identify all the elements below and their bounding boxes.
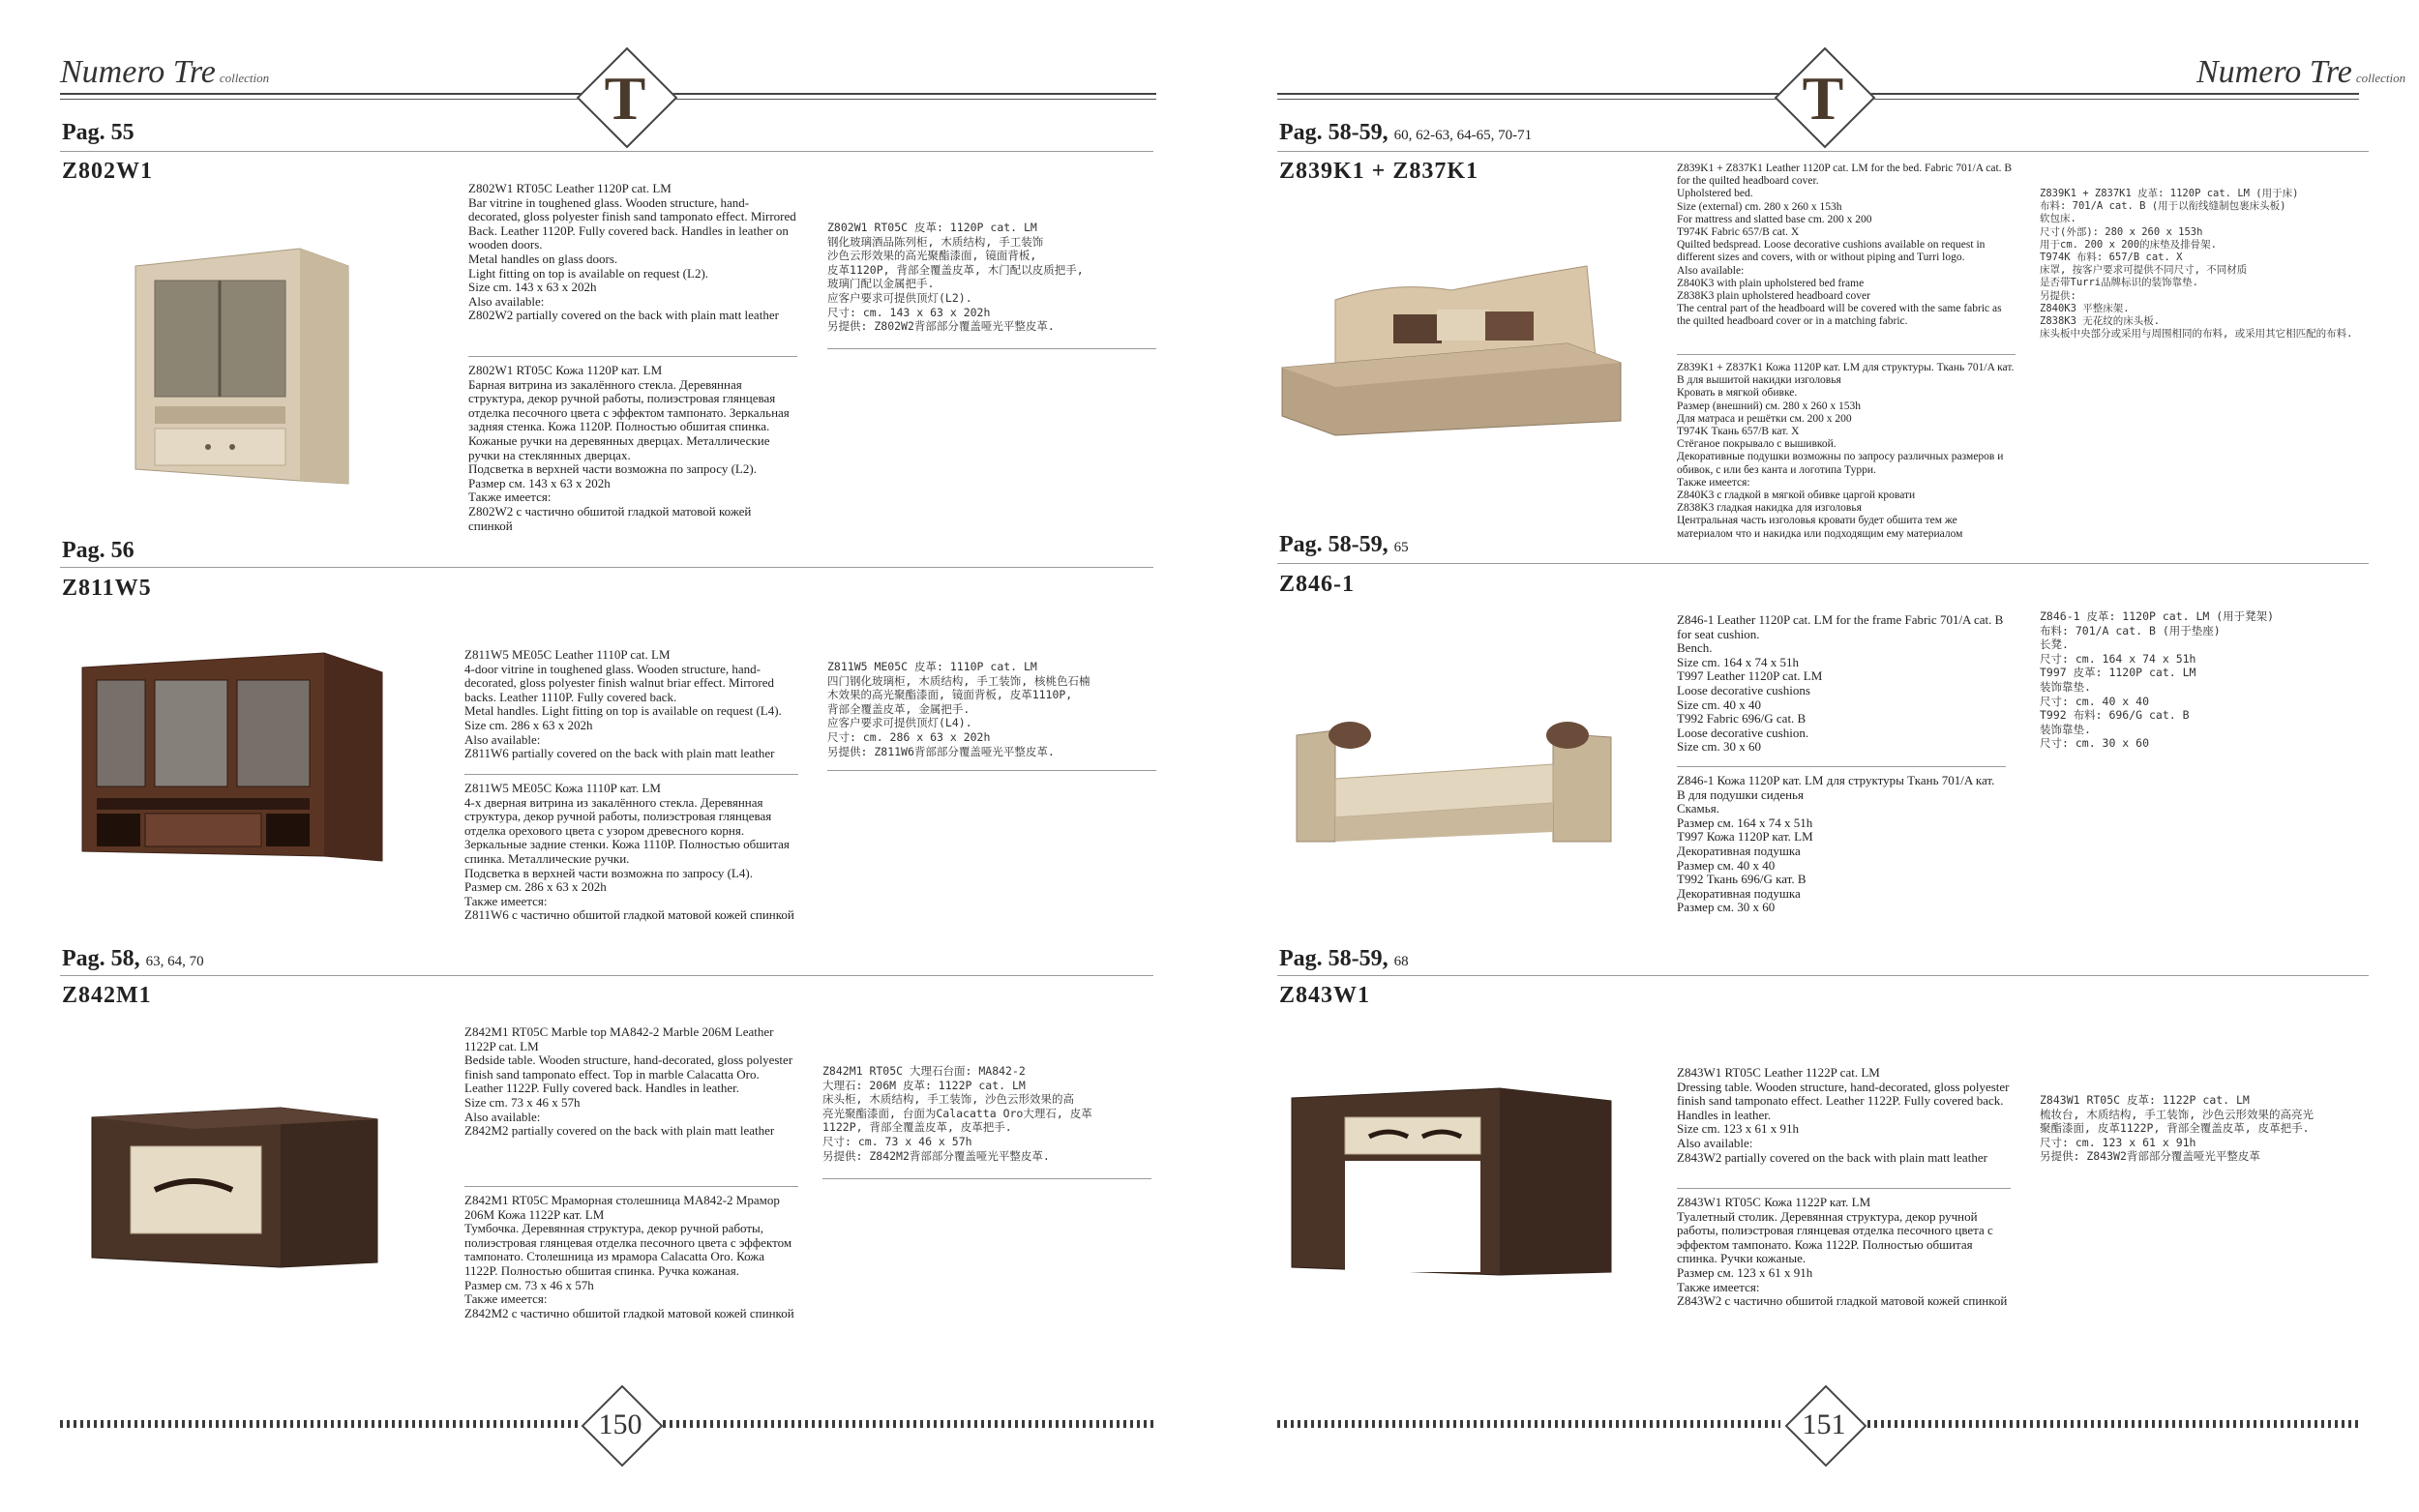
section-rule <box>1277 151 2369 152</box>
section-rule <box>60 975 1153 976</box>
header-rule-left-2 <box>668 93 1156 95</box>
footer-hatch-right <box>1277 1420 1780 1428</box>
dressing-table-icon <box>1287 1083 1616 1277</box>
product-code: Z811W5 <box>62 576 152 601</box>
text-divider <box>1677 766 2006 767</box>
description-ru: Z843W1 RT05C Кожа 1122P кат. LM Туалетный столик. Деревянная структура, декор ручной работы, полиэстровая глянцевая отделка песочного цвета с эффектом тампонато. Кожа 1122P. Полностью обшитая спинка. Ручки кожаные. Размер см. 123 x 61 x 91h Также имеется: Z843W2 с частично обшитой гладкой матовой кожей спинкой <box>1677 1195 2008 1309</box>
product-code: Z802W1 <box>62 159 154 184</box>
description-en: Z842M1 RT05C Marble top MA842-2 Marble 206M Leather 1122P cat. LM Bedside table. Wooden structure, hand-decorated, gloss polyester finish sand tamponato effect. Top in marble Calacatta Oro. Leather 1122P. Fully covered back. Handles in leather. Size cm. 73 x 46 x 57h Also available: Z842M2 partially covered on the back with plain matt leather <box>464 1024 793 1139</box>
bedside-table-icon <box>87 1098 387 1272</box>
description-en: Z811W5 ME05C Leather 1110P cat. LM 4-door vitrine in toughened glass. Wooden structure, hand-decorated, gloss polyester finish walnut briar effect. Mirrored backs. Leather 1110P. Fully covered back. Metal handles. Light fitting on top is available on request (L4). Size cm. 286 x 63 x 202h Also available: Z811W6 partially covered on the back with plain matt leather <box>464 647 782 761</box>
page-number-right: 151 <box>1785 1385 1863 1463</box>
product-code: Z839K1 + Z837K1 <box>1279 159 1479 184</box>
footer-hatch-right-2 <box>1867 1420 2359 1428</box>
vitrine-icon <box>126 227 368 489</box>
description-ru: Z802W1 RT05C Кожа 1120P кат. LM Барная витрина из закалённого стекла. Деревянная структура, декор ручной работы, полиэстровая глянцевая отделка песочного цвета с эффектом тампонато. Зеркальная задняя стенка. Кожа 1120P. Полностью обшитая спинка. Кожаные ручки на деревянных дверцах. Металлические ручки на стеклянных дверцах. Подсветка в верхней части возможна по запросу (L2). Размер см. 143 x 63 x 202h Также имеется: Z802W2 с частично обшитой гладкой матовой кожей спинкой <box>468 363 790 533</box>
description-ru: Z842M1 RT05C Мраморная столешница MA842-2 Мрамор 206M Кожа 1122P кат. LM Тумбочка. Деревянная структура, декор ручной работы, полиэстровая глянцевая отделка песочного цвета с эффектом тампонато. Столешница из мрамора Calacatta Oro. Кожа 1122P. Полностью обшитая спинка. Ручка кожаная. Размер см. 73 x 46 x 57h Также имеется: Z842M2 с частично обшитой гладкой матовой кожей спинкой <box>464 1193 794 1320</box>
bed-icon <box>1277 252 1626 445</box>
logo-letter-left: T <box>604 64 646 133</box>
description-cn: Z802W1 RT05C 皮革: 1120P cat. LM 钢化玻璃酒品陈列柜, 木质结构, 手工装饰 沙色云形效果的高光聚酯漆面, 镜面背板, 皮革1120P, 背部全覆盖皮革, 木门配以皮质把手, 玻璃门配以金属把手. 应客户要求可提供顶灯(L2). 尺寸: cm. 143 x 63 x 202h 另提供: Z802W2背部部分覆盖哑光平整皮革. <box>827 221 1084 334</box>
header-rule-right-1 <box>1277 93 1780 95</box>
header-rule-right-2-thin <box>1866 99 2359 100</box>
section-rule <box>60 567 1153 568</box>
text-divider <box>827 348 1156 349</box>
page-number-left: 150 <box>582 1385 659 1463</box>
text-divider <box>822 1178 1151 1179</box>
description-en: Z843W1 RT05C Leather 1122P cat. LM Dressing table. Wooden structure, hand-decorated, gloss polyester finish sand tamponato effect. Leather 1122P. Fully covered back. Handles in leather. Size cm. 123 x 61 x 91h Also available: Z843W2 partially covered on the back with plain matt leather <box>1677 1065 2010 1165</box>
product-code: Z846-1 <box>1279 572 1355 597</box>
text-divider <box>464 774 798 775</box>
header-rule-right-2 <box>1866 93 2359 95</box>
section-rule <box>1277 563 2369 564</box>
wall-unit-icon <box>77 643 387 875</box>
footer-hatch-left-2 <box>663 1420 1156 1428</box>
page-reference: Pag. 58-59, 65 <box>1279 532 1409 557</box>
description-en: Z802W1 RT05C Leather 1120P cat. LM Bar vitrine in toughened glass. Wooden structure, hand-decorated, gloss polyester finish sand tamponato effect. Mirrored Back. Leather 1120P. Fully covered back. Handles in leather on wooden doors. Metal handles on glass doors. Light fitting on top is available on request (L2). Size cm. 143 x 63 x 202h Also available: Z802W2 partially covered on the back with plain matt leather <box>468 181 796 323</box>
description-en: Z846-1 Leather 1120P cat. LM for the frame Fabric 701/A cat. B for seat cushion. Bench. Size cm. 164 x 74 x 51h T997 Leather 1120P cat. LM Loose decorative cushions Size cm. 40 x 40 T992 Fabric 696/G cat. B Loose decorative cushion. Size cm. 30 x 60 <box>1677 612 2004 755</box>
header-rule-left <box>60 93 582 95</box>
text-divider <box>1677 354 2016 355</box>
page-reference: Pag. 58, 63, 64, 70 <box>62 946 204 971</box>
description-cn: Z846-1 皮革: 1120P cat. LM (用于凳架) 布料: 701/A cat. B (用于垫座) 长凳. 尺寸: cm. 164 x 74 x 51h T997 皮革: 1120P cat. LM 装饰靠垫. 尺寸: cm. 40 x 40 T992 布料: 696/G cat. B 装饰靠垫. 尺寸: cm. 30 x 60 <box>2040 609 2275 751</box>
product-code: Z842M1 <box>62 983 152 1008</box>
bench-icon <box>1292 697 1621 851</box>
text-divider <box>827 770 1156 771</box>
description-cn: Z811W5 ME05C 皮革: 1110P cat. LM 四门钢化玻璃柜, 木质结构, 手工装饰, 核桃色石楠 木效果的高光聚酯漆面, 镜面背板, 皮革1110P, 背部全覆盖皮革, 金属把手. 应客户要求可提供顶灯(L4). 尺寸: cm. 286 x 63 x 202h 另提供: Z811W6背部部分覆盖哑光平整皮革. <box>827 660 1090 758</box>
header-rule-right-1-thin <box>1277 99 1780 100</box>
page-reference: Pag. 58-59, 68 <box>1279 946 1409 971</box>
header-rule-left-thin <box>60 99 582 100</box>
page-reference: Pag. 56 <box>62 538 134 563</box>
header-rule-left-2-thin <box>668 99 1156 100</box>
section-rule <box>60 151 1153 152</box>
brand-logo-right: Numero Tre collection <box>2196 54 2406 90</box>
text-divider <box>464 1186 798 1187</box>
page-reference: Pag. 58-59, 60, 62-63, 64-65, 70-71 <box>1279 120 1533 145</box>
product-code: Z843W1 <box>1279 983 1371 1008</box>
brand-logo-left: Numero Tre collection <box>60 54 270 90</box>
description-en: Z839K1 + Z837K1 Leather 1120P cat. LM for the bed. Fabric 701/A cat. B for the quilted headboard cover. Upholstered bed. Size (external) cm. 280 x 260 x 153h For mattress and slatted base cm. 200 x 200 T974K Fabric 657/B cat. X Quilted bedspread. Loose decorative cushions available on request in different sizes and covers, with or without piping and Turri logo. Also available: Z840K3 with plain upholstered bed frame Z838K3 plain upholstered headboard cover The central part of the headboard will be covered with the same fabric as the quilted headboard cover or in a matching fabric. <box>1677 163 2013 328</box>
footer-hatch-left <box>60 1420 578 1428</box>
section-rule <box>1277 975 2369 976</box>
description-cn: Z839K1 + Z837K1 皮革: 1120P cat. LM (用于床) 布料: 701/A cat. B (用于以衔线缝制包裹床头板) 软包床. 尺寸(外部): 280 x 260 x 153h 用于cm. 200 x 200的床垫及排骨架. T974K 布料: 657/B cat. X 床罩, 按客户要求可提供不同尺寸, 不同材质 是否带Turri品牌标识的装饰靠垫. 另提供: Z840K3 平整床架. Z838K3 无花纹的床头板. 床头板中央部分或采用与周围相同的布料, 或采用其它相匹配的布料. <box>2040 188 2353 341</box>
description-cn: Z843W1 RT05C 皮革: 1122P cat. LM 梳妆台, 木质结构, 手工装饰, 沙色云形效果的高亮光 聚酯漆面, 皮革1122P, 背部全覆盖皮革, 皮革把手. 尺寸: cm. 123 x 61 x 91h 另提供: Z843W2背部部分覆盖哑光平整皮革 <box>2040 1093 2314 1164</box>
description-cn: Z842M1 RT05C 大理石台面: MA842-2 大理石: 206M 皮革: 1122P cat. LM 床头柜, 木质结构, 手工装饰, 沙色云形效果的高 亮光聚酯漆面, 台面为Calacatta Oro大理石, 皮革 1122P, 背部全覆盖皮革, 皮革把手. 尺寸: cm. 73 x 46 x 57h 另提供: Z842M2背部部分覆盖哑光平整皮革. <box>822 1064 1092 1163</box>
description-ru: Z839K1 + Z837K1 Кожа 1120P кат. LM для структуры. Ткань 701/A кат. B для вышитой накидки изголовья Кровать в мягкой обивке. Размер (внешний) см. 280 x 260 x 153h Для матраса и решётки см. 200 x 200 T974K Ткань 657/B кат. X Стёганое покрывало с вышивкой. Декоративные подушки возможны по запросу различных размеров и обивок, с или без канта и логотипа Турри. Также имеется: Z840K3 с гладкой в мягкой обивке царгой кровати Z838K3 гладкая накидка для изголовья Центральная часть изголовья кровати будет обшита тем же материалом что и накидка или подходящим ему материалом <box>1677 362 2015 540</box>
text-divider <box>468 356 797 357</box>
description-ru: Z811W5 ME05C Кожа 1110P кат. LM 4-х дверная витрина из закалённого стекла. Деревянная структура, декор ручной работы, полиэстровая глянцевая отделка орехового цвета с узором древесного корня. Зеркальные задние стенки. Кожа 1110P. Полностью обшитая спинка. Металлические ручки. Подсветка в верхней части возможна по запросу (L4). Размер см. 286 x 63 x 202h Также имеется: Z811W6 с частично обшитой гладкой матовой кожей спинкой <box>464 781 794 923</box>
text-divider <box>1677 1188 2011 1189</box>
description-ru: Z846-1 Кожа 1120P кат. LM для структуры Ткань 701/A кат. B для подушки сиденья Скамья. Размер см. 164 x 74 x 51h T997 Кожа 1120P кат. LM Декоративная подушка Размер см. 40 x 40 T992 Ткань 696/G кат. B Декоративная подушка Размер см. 30 x 60 <box>1677 773 1995 915</box>
page-reference: Pag. 55 <box>62 120 134 145</box>
logo-letter-right: T <box>1802 64 1844 133</box>
